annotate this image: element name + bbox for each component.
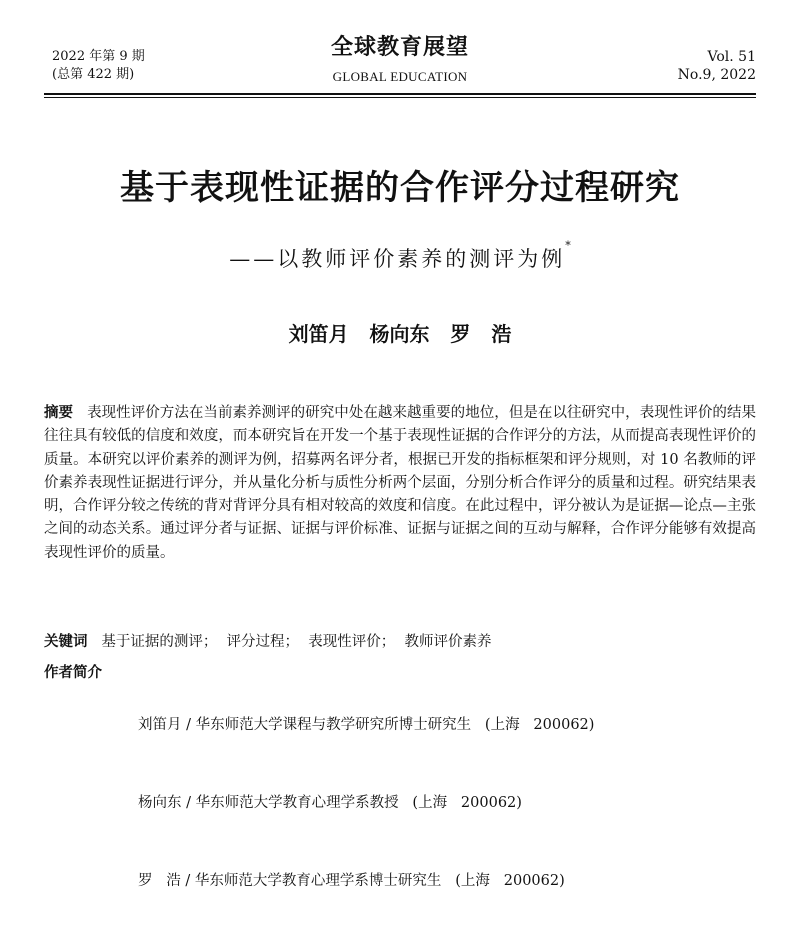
article-title: 基于表现性证据的合作评分过程研究: [120, 168, 680, 208]
journal-header: [0, 0, 800, 100]
article-subtitle: [0, 239, 800, 273]
keywords-text: 基于证据的测评； 评分过程； 表现性评价； 教师评价素养: [101, 634, 492, 650]
keywords: [44, 630, 491, 651]
author-info-line: 罗 浩 / 华东师范大学教育心理学系博士研究生 (上海 200062): [138, 873, 565, 889]
footnote-mark: *: [565, 239, 571, 252]
cumulative-issue-cn: (总第 422 期): [52, 67, 135, 82]
author-list: 刘笛月 杨向东 罗 浩: [288, 322, 512, 346]
author-info-lines: [138, 660, 594, 946]
issue-info-en: [678, 48, 756, 84]
author-info-line: 刘笛月 / 华东师范大学课程与教学研究所博士研究生 (上海 200062): [138, 717, 595, 733]
issue-number-cn: 2022 年第 9 期: [52, 49, 145, 64]
author-info-line: 杨向东 / 华东师范大学教育心理学系教授 (上海 200062): [138, 795, 522, 811]
issue-number-en: No.9, 2022: [677, 67, 756, 83]
abstract: [44, 402, 756, 565]
abstract-label: 摘要: [44, 405, 74, 421]
header-rule-thin: [44, 97, 756, 98]
journal-name-en: GLOBAL EDUCATION: [332, 69, 468, 84]
subtitle-text: ——以教师评价素养的测评为例: [229, 247, 566, 271]
journal-name-cn: 全球教育展望: [330, 34, 469, 60]
abstract-text: 表现性评价方法在当前素养测评的研究中处在越来越重要的地位，但是在以往研究中，表现性评价的结果往往具有较低的信度和效度，而本研究旨在开发一个基于表现性证据的合作评分的方法，从而提高表现性评价的质量。本研究以评价素养的测评为例，招募两名评分者，根据已开发的指标框架和评分规则，对 10 名教师的评价素养表现性证据进行评分，并从量化分析与质性分析两个层面，分别分析合作评分的质量和过程。研究结果表明，合作评分较之传统的背对背评分具有相对较高的效度和信度。在此过程中，评分被认为是证据—论点—主张之间的动态关系。通过评分者与证据、证据与评价标准、证据与证据之间的互动与解释，合作评分能够有效提高表现性评价的质量。: [44, 405, 757, 561]
keywords-label: 关键词: [44, 634, 88, 650]
volume-number: Vol. 51: [707, 49, 756, 65]
header-rule-thick: [44, 93, 756, 95]
author-info-label: 作者简介: [44, 665, 102, 681]
